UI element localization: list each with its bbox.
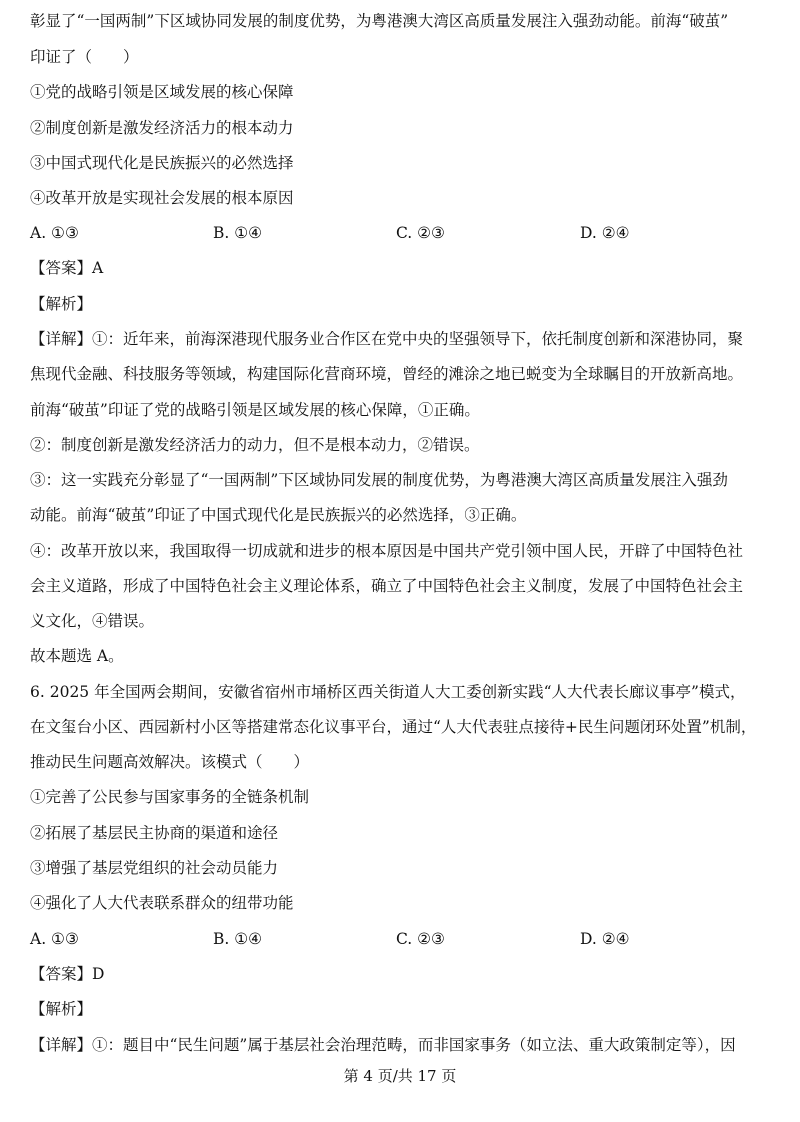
- q6-option-a: A. ①③: [30, 930, 79, 948]
- q5-option-b: B. ①④: [213, 224, 263, 242]
- q6-explanation-line: 【详解】①：题目中“民生问题”属于基层社会治理范畴，而非国家事务（如立法、重大政策制定等），因: [30, 1036, 736, 1054]
- page-number: 第 4 页/共 17 页: [343, 1067, 457, 1085]
- q5-statement: ④改革开放是实现社会发展的根本原因: [30, 189, 294, 207]
- q6-statement: ①完善了公民参与国家事务的全链条机制: [30, 788, 310, 806]
- q5-analysis-label: 【解析】: [30, 295, 93, 313]
- q5-statement: ③中国式现代化是民族振兴的必然选择: [30, 154, 294, 172]
- q6-stem-line: 在文玺台小区、西园新村小区等搭建常态化议事平台，通过“人大代表驻点接待+民生问题闭环处置”机制，: [30, 718, 757, 736]
- q5-explanation-line: 前海“破茧”印证了党的战略引领是区域发展的核心保障，①正确。: [30, 401, 480, 419]
- q6-option-d: D. ②④: [580, 930, 630, 948]
- q6-analysis-label: 【解析】: [30, 1000, 93, 1018]
- q6-statement: ②拓展了基层民主协商的渠道和途径: [30, 824, 279, 842]
- q5-statement: ①党的战略引领是区域发展的核心保障: [30, 83, 294, 101]
- q5-conclusion: 故本题选 A。: [30, 647, 124, 665]
- q6-stem-line: 6. 2025 年全国两会期间，安徽省宿州市埇桥区西关街道人大工委创新实践“人大代表长廊议事亭”模式，: [30, 683, 746, 701]
- q5-explanation-line: 【详解】①：近年来，前海深港现代服务业合作区在党中央的坚强领导下，依托制度创新和深港协同，聚: [30, 330, 744, 348]
- q5-stem-line: 彰显了“一国两制”下区域协同发展的制度优势，为粤港澳大湾区高质量发展注入强劲动能。前海“破茧”: [30, 12, 729, 30]
- q5-option-c: C. ②③: [396, 224, 445, 242]
- q5-explanation-line: 会主义道路，形成了中国特色社会主义理论体系，确立了中国特色社会主义制度，发展了中国特色社会主: [30, 577, 744, 595]
- q6-statement: ③增强了基层党组织的社会动员能力: [30, 859, 279, 877]
- q6-option-b: B. ①④: [213, 930, 263, 948]
- q5-option-d: D. ②④: [580, 224, 630, 242]
- q5-explanation-line: 焦现代金融、科技服务等领域，构建国际化营商环境，曾经的滩涂之地已蜕变为全球瞩目的开放新高地。: [30, 365, 744, 383]
- q5-explanation-line: ④：改革开放以来，我国取得一切成就和进步的根本原因是中国共产党引领中国人民，开辟了中国特色社: [30, 542, 744, 560]
- q6-answer: 【答案】D: [30, 965, 105, 983]
- q6-stem-line: 推动民生问题高效解决。该模式（ ）: [30, 753, 310, 771]
- q5-statement: ②制度创新是激发经济活力的根本动力: [30, 119, 294, 137]
- q5-option-a: A. ①③: [30, 224, 79, 242]
- q6-statement: ④强化了人大代表联系群众的纽带功能: [30, 894, 294, 912]
- q5-explanation-line: 动能。前海“破茧”印证了中国式现代化是民族振兴的必然选择，③正确。: [30, 506, 527, 524]
- q5-explanation-line: ③：这一实践充分彰显了“一国两制”下区域协同发展的制度优势，为粤港澳大湾区高质量发展注入强劲: [30, 471, 728, 489]
- q6-option-c: C. ②③: [396, 930, 445, 948]
- q5-explanation-line: ②：制度创新是激发经济活力的动力，但不是根本动力，②错误。: [30, 436, 480, 454]
- q5-answer: 【答案】A: [30, 259, 104, 277]
- q5-explanation-line: 义文化，④错误。: [30, 612, 155, 630]
- q5-stem-line: 印证了（ ）: [30, 48, 139, 66]
